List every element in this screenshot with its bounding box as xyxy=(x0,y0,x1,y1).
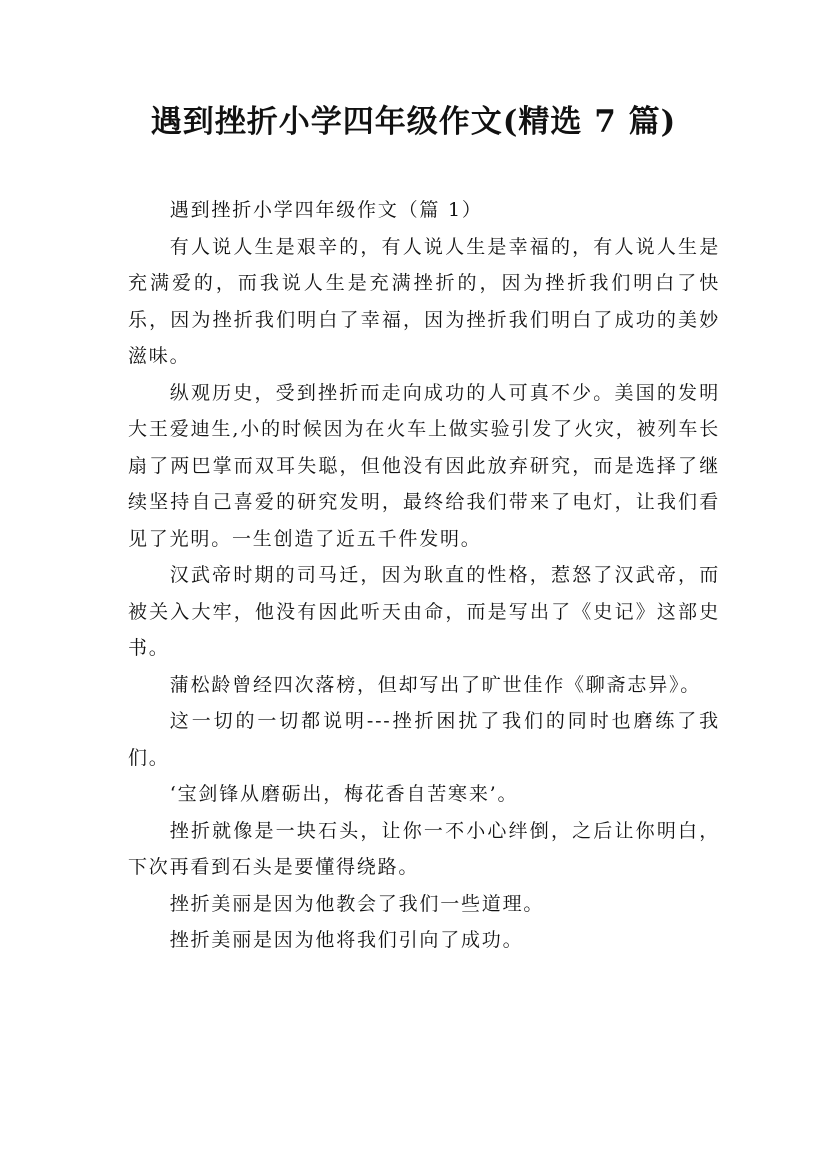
paragraph: 汉武帝时期的司马迁，因为耿直的性格，惹怒了汉武帝，而被关入大牢，他没有因此听天由命，而是写出了《史记》这部史书。 xyxy=(128,564,720,659)
paragraph: 蒲松龄曾经四次落榜，但却写出了旷世佳作《聊斋志异》。 xyxy=(169,673,702,696)
paragraph: 纵观历史，受到挫折而走向成功的人可真不少。美国的发明大王爱迪生,小的时候因为在火车上做实验引发了火灾，被列车长扇了两巴掌而双耳失聪，但他没有因此放弃研究，而是选择了继续坚持自己喜爱的研究发明，最终给我们带来了电灯，让我们看见了光明。一生创造了近五千件发明。 xyxy=(128,381,720,550)
paragraph: 挫折就像是一块石头，让你一不小心绊倒，之后让你明白，下次再看到石头是要懂得绕路。 xyxy=(128,819,720,878)
paragraph: 这一切的一切都说明---挫折困扰了我们的同时也磨练了我们。 xyxy=(128,710,720,769)
paragraph: 挫折美丽是因为他将我们引向了成功。 xyxy=(169,929,524,951)
section-heading: 遇到挫折小学四年级作文（篇 1） xyxy=(169,199,483,221)
document-title: 遇到挫折小学四年级作文(精选 7 篇) xyxy=(150,104,677,140)
document-body xyxy=(128,192,720,959)
paragraph: 挫折美丽是因为他教会了我们一些道理。 xyxy=(169,892,545,915)
paragraph: ‘宝剑锋从磨砺出，梅花香自苦寒来’。 xyxy=(169,783,519,805)
paragraph: 有人说人生是艰辛的，有人说人生是幸福的，有人说人生是充满爱的，而我说人生是充满挫折的，因为挫折我们明白了快乐，因为挫折我们明白了幸福，因为挫折我们明白了成功的美妙滋味。 xyxy=(128,235,720,367)
